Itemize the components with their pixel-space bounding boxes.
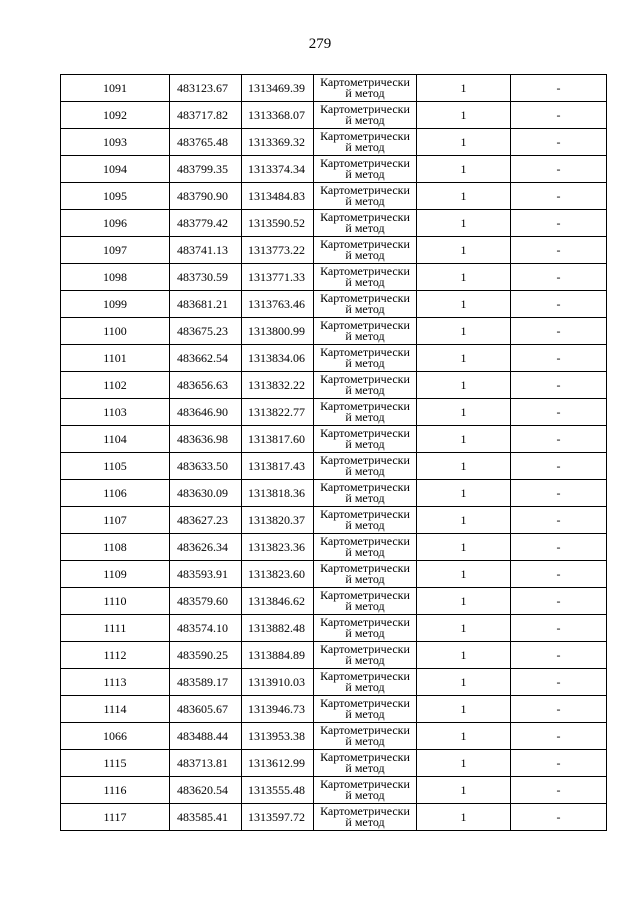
point-number-cell: 1117 xyxy=(61,804,170,831)
method-cell xyxy=(314,777,417,804)
method-line-1: Картометрически xyxy=(320,642,410,656)
table-row xyxy=(61,804,607,831)
note-cell: - xyxy=(511,291,607,318)
table-row xyxy=(61,291,607,318)
method-cell xyxy=(314,588,417,615)
table-row xyxy=(61,75,607,102)
accuracy-cell: 1 xyxy=(417,129,511,156)
y-coordinate-cell: 1313822.77 xyxy=(242,399,314,426)
method-cell xyxy=(314,156,417,183)
note-cell: - xyxy=(511,777,607,804)
note-cell: - xyxy=(511,453,607,480)
y-coordinate-cell: 1313817.60 xyxy=(242,426,314,453)
method-line-2: й метод xyxy=(345,626,385,640)
accuracy-cell: 1 xyxy=(417,777,511,804)
y-coordinate-cell: 1313818.36 xyxy=(242,480,314,507)
note-cell: - xyxy=(511,237,607,264)
y-coordinate-cell: 1313823.60 xyxy=(242,561,314,588)
method-line-1: Картометрически xyxy=(320,237,410,251)
x-coordinate-cell: 483633.50 xyxy=(170,453,242,480)
method-cell xyxy=(314,750,417,777)
table-row xyxy=(61,156,607,183)
note-cell: - xyxy=(511,750,607,777)
method-cell xyxy=(314,183,417,210)
method-cell xyxy=(314,372,417,399)
x-coordinate-cell: 483675.23 xyxy=(170,318,242,345)
accuracy-cell: 1 xyxy=(417,372,511,399)
method-line-1: Картометрически xyxy=(320,615,410,629)
x-coordinate-cell: 483730.59 xyxy=(170,264,242,291)
accuracy-cell: 1 xyxy=(417,156,511,183)
table-body xyxy=(61,75,607,831)
point-number-cell: 1101 xyxy=(61,345,170,372)
note-cell: - xyxy=(511,696,607,723)
method-line-2: й метод xyxy=(345,464,385,478)
note-cell: - xyxy=(511,210,607,237)
method-line-1: Картометрически xyxy=(320,318,410,332)
y-coordinate-cell: 1313773.22 xyxy=(242,237,314,264)
table-row xyxy=(61,318,607,345)
accuracy-cell: 1 xyxy=(417,804,511,831)
accuracy-cell: 1 xyxy=(417,183,511,210)
method-line-1: Картометрически xyxy=(320,345,410,359)
accuracy-cell: 1 xyxy=(417,480,511,507)
accuracy-cell: 1 xyxy=(417,264,511,291)
table-row xyxy=(61,561,607,588)
accuracy-cell: 1 xyxy=(417,723,511,750)
x-coordinate-cell: 483488.44 xyxy=(170,723,242,750)
point-number-cell: 1093 xyxy=(61,129,170,156)
y-coordinate-cell: 1313555.48 xyxy=(242,777,314,804)
table-row xyxy=(61,237,607,264)
point-number-cell: 1097 xyxy=(61,237,170,264)
note-cell: - xyxy=(511,426,607,453)
x-coordinate-cell: 483717.82 xyxy=(170,102,242,129)
y-coordinate-cell: 1313882.48 xyxy=(242,615,314,642)
method-line-2: й метод xyxy=(345,140,385,154)
method-line-1: Картометрически xyxy=(320,723,410,737)
point-number-cell: 1095 xyxy=(61,183,170,210)
point-number-cell: 1096 xyxy=(61,210,170,237)
method-cell xyxy=(314,480,417,507)
y-coordinate-cell: 1313884.89 xyxy=(242,642,314,669)
accuracy-cell: 1 xyxy=(417,237,511,264)
table-row xyxy=(61,129,607,156)
point-number-cell: 1100 xyxy=(61,318,170,345)
note-cell: - xyxy=(511,75,607,102)
accuracy-cell: 1 xyxy=(417,426,511,453)
accuracy-cell: 1 xyxy=(417,345,511,372)
y-coordinate-cell: 1313834.06 xyxy=(242,345,314,372)
x-coordinate-cell: 483123.67 xyxy=(170,75,242,102)
accuracy-cell: 1 xyxy=(417,588,511,615)
method-line-1: Картометрически xyxy=(320,777,410,791)
note-cell: - xyxy=(511,561,607,588)
x-coordinate-cell: 483636.98 xyxy=(170,426,242,453)
accuracy-cell: 1 xyxy=(417,453,511,480)
method-line-1: Картометрически xyxy=(320,102,410,116)
method-cell xyxy=(314,75,417,102)
method-line-2: й метод xyxy=(345,167,385,181)
note-cell: - xyxy=(511,399,607,426)
x-coordinate-cell: 483741.13 xyxy=(170,237,242,264)
method-line-1: Картометрически xyxy=(320,183,410,197)
method-line-1: Картометрически xyxy=(320,453,410,467)
point-number-cell: 1108 xyxy=(61,534,170,561)
y-coordinate-cell: 1313946.73 xyxy=(242,696,314,723)
method-line-1: Картометрически xyxy=(320,561,410,575)
method-cell xyxy=(314,669,417,696)
table-row xyxy=(61,102,607,129)
method-cell xyxy=(314,399,417,426)
method-cell xyxy=(314,318,417,345)
point-number-cell: 1103 xyxy=(61,399,170,426)
point-number-cell: 1091 xyxy=(61,75,170,102)
note-cell: - xyxy=(511,156,607,183)
table-row xyxy=(61,264,607,291)
table-row xyxy=(61,534,607,561)
x-coordinate-cell: 483681.21 xyxy=(170,291,242,318)
note-cell: - xyxy=(511,102,607,129)
y-coordinate-cell: 1313469.39 xyxy=(242,75,314,102)
y-coordinate-cell: 1313820.37 xyxy=(242,507,314,534)
accuracy-cell: 1 xyxy=(417,561,511,588)
y-coordinate-cell: 1313823.36 xyxy=(242,534,314,561)
note-cell: - xyxy=(511,588,607,615)
x-coordinate-cell: 483799.35 xyxy=(170,156,242,183)
y-coordinate-cell: 1313484.83 xyxy=(242,183,314,210)
method-line-2: й метод xyxy=(345,302,385,316)
method-line-1: Картометрически xyxy=(320,264,410,278)
note-cell: - xyxy=(511,129,607,156)
accuracy-cell: 1 xyxy=(417,318,511,345)
x-coordinate-cell: 483579.60 xyxy=(170,588,242,615)
method-line-1: Картометрически xyxy=(320,399,410,413)
x-coordinate-cell: 483779.42 xyxy=(170,210,242,237)
point-number-cell: 1104 xyxy=(61,426,170,453)
method-line-1: Картометрически xyxy=(320,210,410,224)
x-coordinate-cell: 483574.10 xyxy=(170,615,242,642)
method-line-2: й метод xyxy=(345,248,385,262)
method-line-1: Картометрически xyxy=(320,669,410,683)
note-cell: - xyxy=(511,534,607,561)
note-cell: - xyxy=(511,507,607,534)
method-line-2: й метод xyxy=(345,329,385,343)
accuracy-cell: 1 xyxy=(417,696,511,723)
y-coordinate-cell: 1313910.03 xyxy=(242,669,314,696)
note-cell: - xyxy=(511,264,607,291)
method-cell xyxy=(314,642,417,669)
x-coordinate-cell: 483620.54 xyxy=(170,777,242,804)
method-line-1: Картометрически xyxy=(320,480,410,494)
table-row xyxy=(61,453,607,480)
method-line-2: й метод xyxy=(345,437,385,451)
y-coordinate-cell: 1313846.62 xyxy=(242,588,314,615)
table-row xyxy=(61,210,607,237)
method-line-1: Картометрически xyxy=(320,156,410,170)
point-number-cell: 1115 xyxy=(61,750,170,777)
method-line-2: й метод xyxy=(345,545,385,559)
note-cell: - xyxy=(511,804,607,831)
y-coordinate-cell: 1313368.07 xyxy=(242,102,314,129)
note-cell: - xyxy=(511,642,607,669)
method-cell xyxy=(314,210,417,237)
point-number-cell: 1114 xyxy=(61,696,170,723)
method-line-1: Картометрически xyxy=(320,372,410,386)
method-cell xyxy=(314,264,417,291)
table-row xyxy=(61,183,607,210)
accuracy-cell: 1 xyxy=(417,534,511,561)
y-coordinate-cell: 1313612.99 xyxy=(242,750,314,777)
accuracy-cell: 1 xyxy=(417,210,511,237)
x-coordinate-cell: 483590.25 xyxy=(170,642,242,669)
accuracy-cell: 1 xyxy=(417,75,511,102)
method-line-2: й метод xyxy=(345,815,385,829)
x-coordinate-cell: 483605.67 xyxy=(170,696,242,723)
x-coordinate-cell: 483765.48 xyxy=(170,129,242,156)
point-number-cell: 1066 xyxy=(61,723,170,750)
method-cell xyxy=(314,453,417,480)
note-cell: - xyxy=(511,480,607,507)
point-number-cell: 1111 xyxy=(61,615,170,642)
y-coordinate-cell: 1313771.33 xyxy=(242,264,314,291)
note-cell: - xyxy=(511,183,607,210)
method-line-2: й метод xyxy=(345,86,385,100)
accuracy-cell: 1 xyxy=(417,102,511,129)
table-row xyxy=(61,345,607,372)
point-number-cell: 1092 xyxy=(61,102,170,129)
table-row xyxy=(61,480,607,507)
table-row xyxy=(61,426,607,453)
y-coordinate-cell: 1313590.52 xyxy=(242,210,314,237)
method-cell xyxy=(314,534,417,561)
accuracy-cell: 1 xyxy=(417,399,511,426)
method-line-2: й метод xyxy=(345,491,385,505)
x-coordinate-cell: 483656.63 xyxy=(170,372,242,399)
x-coordinate-cell: 483589.17 xyxy=(170,669,242,696)
y-coordinate-cell: 1313832.22 xyxy=(242,372,314,399)
method-cell xyxy=(314,561,417,588)
method-line-2: й метод xyxy=(345,113,385,127)
method-line-1: Картометрически xyxy=(320,291,410,305)
method-cell xyxy=(314,129,417,156)
method-line-1: Картометрически xyxy=(320,804,410,818)
y-coordinate-cell: 1313763.46 xyxy=(242,291,314,318)
x-coordinate-cell: 483713.81 xyxy=(170,750,242,777)
method-line-1: Картометрически xyxy=(320,507,410,521)
y-coordinate-cell: 1313597.72 xyxy=(242,804,314,831)
method-line-1: Картометрически xyxy=(320,696,410,710)
method-line-2: й метод xyxy=(345,788,385,802)
method-cell xyxy=(314,615,417,642)
accuracy-cell: 1 xyxy=(417,669,511,696)
x-coordinate-cell: 483646.90 xyxy=(170,399,242,426)
table-row xyxy=(61,588,607,615)
x-coordinate-cell: 483662.54 xyxy=(170,345,242,372)
x-coordinate-cell: 483630.09 xyxy=(170,480,242,507)
point-number-cell: 1113 xyxy=(61,669,170,696)
table-row xyxy=(61,507,607,534)
method-line-1: Картометрически xyxy=(320,534,410,548)
method-line-2: й метод xyxy=(345,572,385,586)
table-row xyxy=(61,696,607,723)
table-row xyxy=(61,750,607,777)
x-coordinate-cell: 483593.91 xyxy=(170,561,242,588)
accuracy-cell: 1 xyxy=(417,750,511,777)
point-number-cell: 1112 xyxy=(61,642,170,669)
method-cell xyxy=(314,507,417,534)
table-row xyxy=(61,723,607,750)
method-cell xyxy=(314,426,417,453)
method-line-1: Картометрически xyxy=(320,75,410,89)
point-number-cell: 1106 xyxy=(61,480,170,507)
method-cell xyxy=(314,291,417,318)
y-coordinate-cell: 1313800.99 xyxy=(242,318,314,345)
point-number-cell: 1116 xyxy=(61,777,170,804)
y-coordinate-cell: 1313953.38 xyxy=(242,723,314,750)
y-coordinate-cell: 1313817.43 xyxy=(242,453,314,480)
method-cell xyxy=(314,696,417,723)
method-line-1: Картометрически xyxy=(320,750,410,764)
method-line-2: й метод xyxy=(345,356,385,370)
method-cell xyxy=(314,345,417,372)
method-line-2: й метод xyxy=(345,734,385,748)
method-cell xyxy=(314,723,417,750)
point-number-cell: 1102 xyxy=(61,372,170,399)
method-line-1: Картометрически xyxy=(320,426,410,440)
method-line-2: й метод xyxy=(345,221,385,235)
method-cell xyxy=(314,102,417,129)
point-number-cell: 1099 xyxy=(61,291,170,318)
note-cell: - xyxy=(511,345,607,372)
table-row xyxy=(61,669,607,696)
table-row xyxy=(61,777,607,804)
x-coordinate-cell: 483585.41 xyxy=(170,804,242,831)
method-line-2: й метод xyxy=(345,194,385,208)
method-line-2: й метод xyxy=(345,761,385,775)
table-row xyxy=(61,372,607,399)
method-line-2: й метод xyxy=(345,518,385,532)
point-number-cell: 1109 xyxy=(61,561,170,588)
page-number: 279 xyxy=(308,36,332,52)
x-coordinate-cell: 483790.90 xyxy=(170,183,242,210)
method-line-2: й метод xyxy=(345,707,385,721)
method-cell xyxy=(314,804,417,831)
accuracy-cell: 1 xyxy=(417,507,511,534)
x-coordinate-cell: 483626.34 xyxy=(170,534,242,561)
accuracy-cell: 1 xyxy=(417,615,511,642)
method-line-2: й метод xyxy=(345,275,385,289)
point-number-cell: 1107 xyxy=(61,507,170,534)
note-cell: - xyxy=(511,372,607,399)
accuracy-cell: 1 xyxy=(417,642,511,669)
x-coordinate-cell: 483627.23 xyxy=(170,507,242,534)
table-row xyxy=(61,642,607,669)
point-number-cell: 1098 xyxy=(61,264,170,291)
method-line-1: Картометрически xyxy=(320,129,410,143)
note-cell: - xyxy=(511,723,607,750)
table-row xyxy=(61,615,607,642)
method-line-2: й метод xyxy=(345,680,385,694)
note-cell: - xyxy=(511,615,607,642)
y-coordinate-cell: 1313374.34 xyxy=(242,156,314,183)
accuracy-cell: 1 xyxy=(417,291,511,318)
method-line-2: й метод xyxy=(345,383,385,397)
note-cell: - xyxy=(511,318,607,345)
point-number-cell: 1110 xyxy=(61,588,170,615)
y-coordinate-cell: 1313369.32 xyxy=(242,129,314,156)
method-line-1: Картометрически xyxy=(320,588,410,602)
method-line-2: й метод xyxy=(345,599,385,613)
method-line-2: й метод xyxy=(345,410,385,424)
method-cell xyxy=(314,237,417,264)
note-cell: - xyxy=(511,669,607,696)
table-row xyxy=(61,399,607,426)
coordinates-table xyxy=(60,74,607,831)
point-number-cell: 1094 xyxy=(61,156,170,183)
point-number-cell: 1105 xyxy=(61,453,170,480)
method-line-2: й метод xyxy=(345,653,385,667)
